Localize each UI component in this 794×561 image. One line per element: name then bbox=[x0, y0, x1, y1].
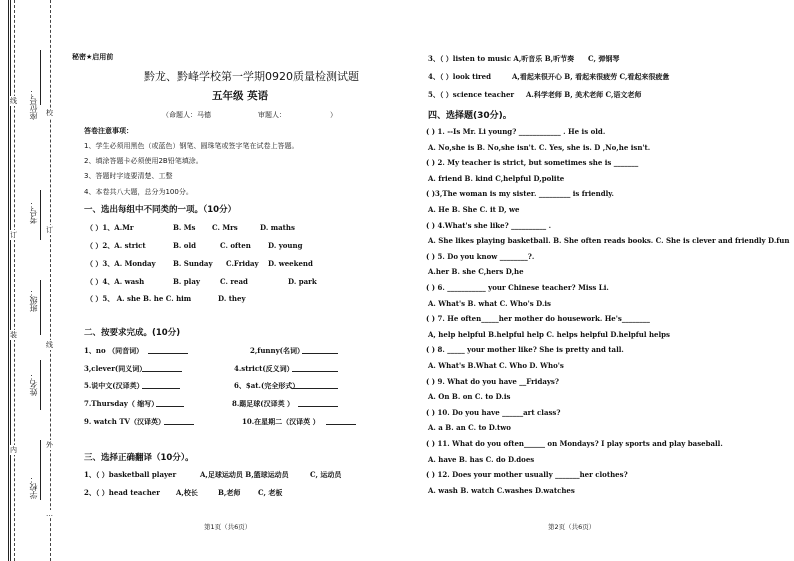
question-options: A, help helpful B.helpful help C. helps helpful D.helpful helps bbox=[428, 329, 670, 339]
question-stem: ( )3,The woman is my sister. _________ is friendly. bbox=[426, 189, 614, 199]
cut-mark: 订 bbox=[46, 226, 53, 234]
question-stem: ( ) 7. He often_____her mother do housework. He's________ bbox=[426, 314, 650, 324]
cut-mark: 线 bbox=[10, 97, 17, 105]
question-stem: ( ) 8. _____ your mother like? She is pretty and tall. bbox=[426, 345, 624, 355]
answer-blank[interactable] bbox=[148, 353, 188, 354]
note-item: 3、答题时字迹要清楚、工整 bbox=[84, 172, 173, 180]
question-options: A. a B. an C. to D.two bbox=[428, 423, 511, 433]
page-number-right: 第2页（共6页） bbox=[548, 523, 596, 531]
question-options: A. She likes playing basketball. B. She often reads books. C. She is clever and friendly D.fun bbox=[428, 236, 790, 246]
question-stem: ( ) 4.What's she like? __________ . bbox=[426, 220, 552, 230]
question-stem: ( ) 5. Do you know ________?. bbox=[426, 251, 535, 261]
answer-blank[interactable] bbox=[326, 424, 356, 425]
cut-line-outer bbox=[14, 0, 15, 561]
question-options: A. On B. on C. to D.is bbox=[428, 392, 511, 402]
question-options: A. wash B. watch C.washes D.watches bbox=[428, 485, 575, 495]
section-1-title: 一、选出每组中不同类的一项。（10分） bbox=[84, 205, 237, 215]
cut-mark: 外 bbox=[46, 441, 53, 449]
exam-number-label: 考号： bbox=[29, 200, 38, 224]
cut-mark: 内 bbox=[10, 446, 17, 454]
binding-sidebar bbox=[0, 0, 66, 561]
question-stem: ( ) 9. What do you have __Fridays? bbox=[426, 376, 559, 386]
section-3-title: 三、选择正确翻译（10分）。 bbox=[84, 453, 194, 463]
cut-mark: 订 bbox=[10, 231, 17, 239]
cut-mark: … bbox=[46, 510, 53, 518]
sidebar-border-left-inner bbox=[10, 0, 11, 561]
page-number-left: 第1页（共6页） bbox=[204, 523, 252, 531]
note-item: 2、填涂答题卡必须使用2B铅笔填涂。 bbox=[84, 157, 203, 165]
seat-number-label: 座位号： bbox=[29, 88, 38, 120]
answer-blank[interactable] bbox=[302, 353, 338, 354]
note-item: 4、本卷共八大题，总分为100分。 bbox=[84, 188, 193, 196]
section-2-title: 二、按要求完成。(10分) bbox=[84, 328, 181, 338]
class-label: 班级： bbox=[29, 288, 38, 312]
question-options: A.her B. she C,hers D,he bbox=[428, 267, 524, 277]
question-stem: ( ) 10. Do you have ______art class? bbox=[426, 407, 561, 417]
question-options: A. friend B. kind C,helpful D,polite bbox=[428, 173, 565, 183]
section-4-title: 四、选择题(30分)。 bbox=[428, 111, 512, 121]
answer-blank[interactable] bbox=[142, 388, 180, 389]
reviewer: 审题人： bbox=[258, 111, 286, 119]
answer-blank[interactable] bbox=[292, 388, 338, 389]
proposer: （命题人：马德 bbox=[162, 111, 211, 119]
name-label: 姓名： bbox=[29, 372, 38, 396]
answer-blank[interactable] bbox=[292, 371, 338, 372]
question-stem: ( ) 1. --Is Mr. Li young? ____________ . He is old. bbox=[426, 127, 606, 136]
answer-blank[interactable] bbox=[156, 406, 184, 407]
question-stem: ( ) 2. My teacher is strict, but sometimes she is _______ bbox=[426, 158, 639, 168]
answer-blank[interactable] bbox=[298, 406, 338, 407]
grade-subject: 五年级 英语 bbox=[212, 90, 269, 102]
note-item: 1、学生必须用黑色（或蓝色）钢笔、圆珠笔或签字笔在试卷上答题。 bbox=[84, 142, 299, 150]
question-options: A. No,she is B. No,she isn't. C. Yes, she is. D ,No,he isn't. bbox=[428, 142, 651, 152]
cut-line-inner bbox=[50, 0, 51, 561]
question-options: A. He B. She C. it D, we bbox=[428, 205, 520, 214]
question-stem: ( ) 11. What do you often______ on Mondays? I play sports and play baseball. bbox=[426, 439, 723, 448]
cut-mark: 装 bbox=[10, 331, 17, 339]
cut-mark: 校 bbox=[46, 109, 53, 117]
exam-title: 黔龙、黔峰学校第一学期0920质量检测试题 bbox=[144, 70, 359, 83]
secret-label: 秘密★启用前 bbox=[72, 53, 114, 61]
reviewer-close: ） bbox=[330, 111, 337, 119]
answer-blank[interactable] bbox=[164, 424, 194, 425]
question-options: A. have B. has C. do D.does bbox=[428, 454, 535, 464]
school-label: 学校： bbox=[29, 475, 38, 499]
notes-title: 答卷注意事项： bbox=[84, 127, 133, 135]
answer-blank[interactable] bbox=[142, 371, 182, 372]
question-options: A. What's B.What C. Who D. Who's bbox=[428, 361, 564, 370]
question-options: A. What's B. what C. Who's D.is bbox=[428, 298, 551, 308]
cut-mark: 线 bbox=[46, 341, 53, 349]
question-stem: ( ) 12. Does your mother usually _______her clothes? bbox=[426, 470, 628, 480]
sidebar-border-left bbox=[8, 0, 9, 561]
question-stem: ( ) 6. ___________ your Chinese teacher? Miss Li. bbox=[426, 283, 609, 292]
